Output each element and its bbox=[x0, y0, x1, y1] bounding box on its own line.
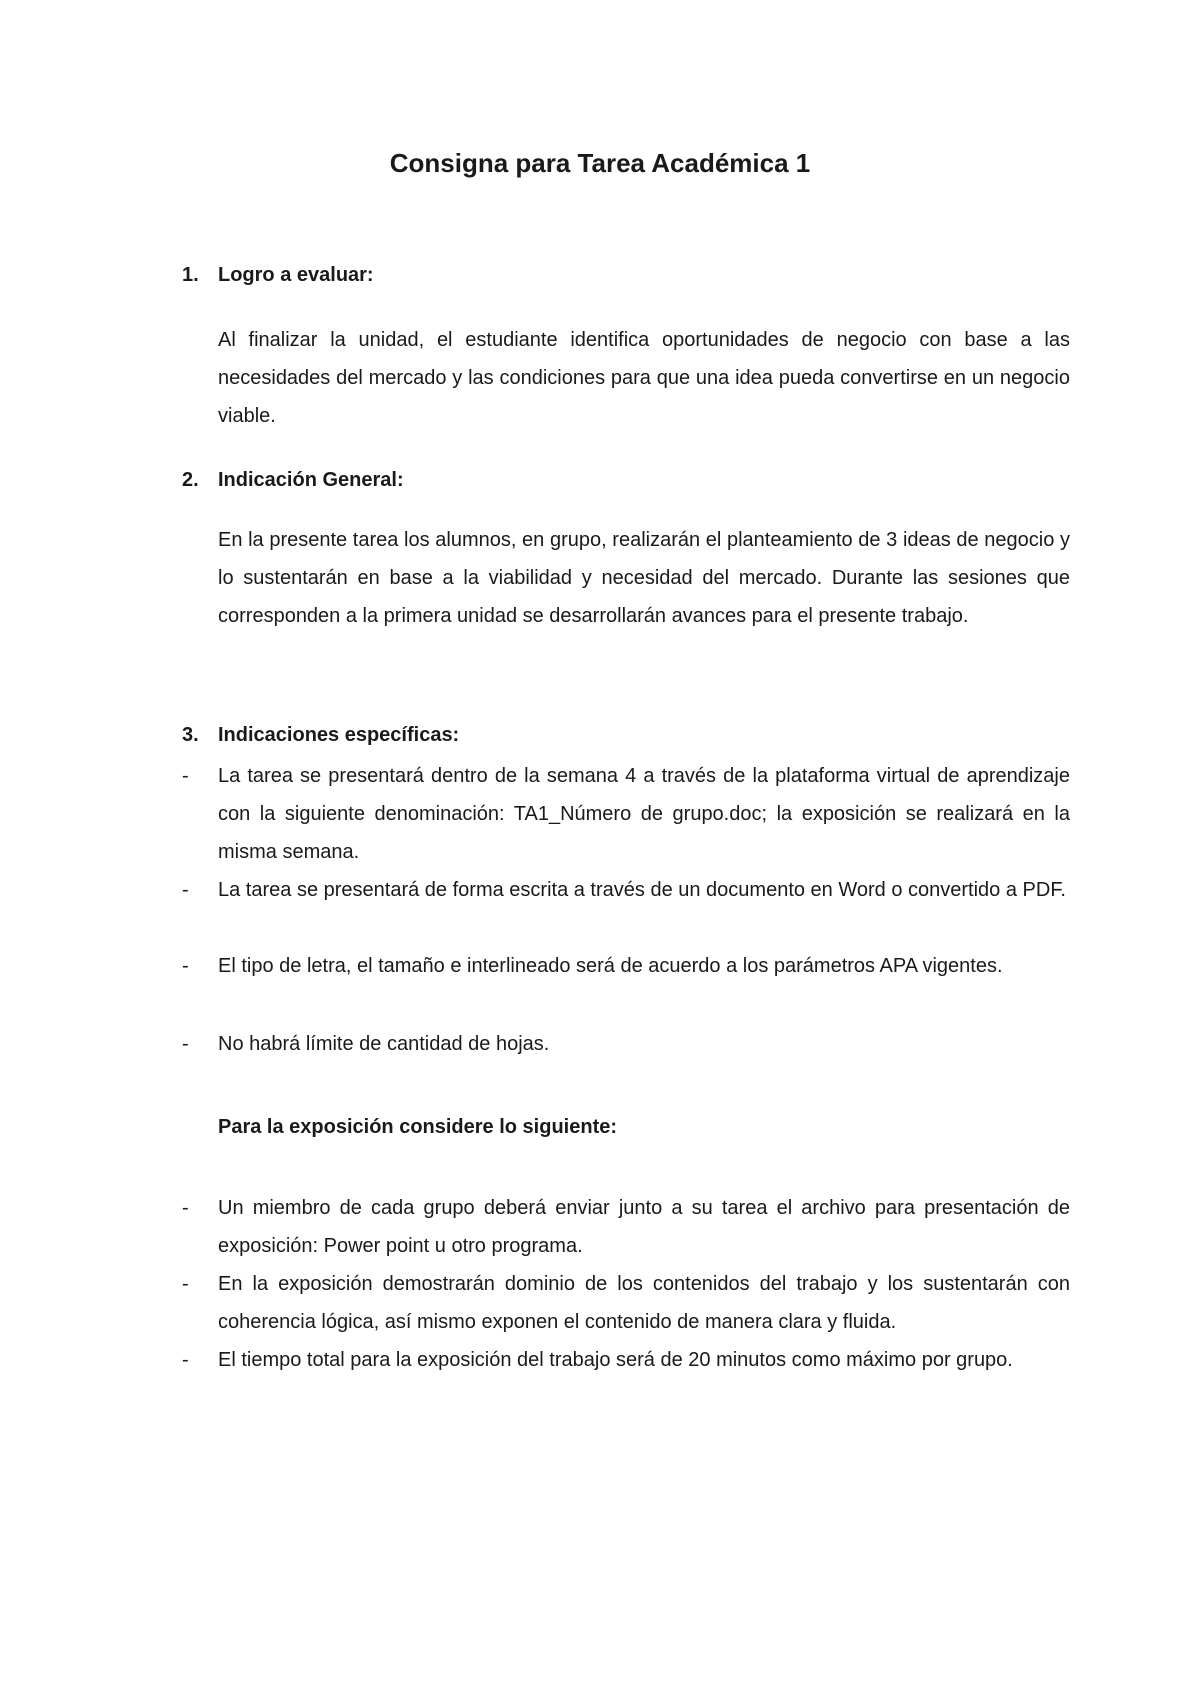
list-item bbox=[182, 757, 1070, 871]
list-item-text: El tipo de letra, el tamaño e interlineado será de acuerdo a los parámetros APA vigentes. bbox=[218, 955, 1003, 977]
section-1-title: Logro a evaluar: bbox=[218, 264, 374, 286]
list-dash: - bbox=[182, 765, 189, 787]
list-item bbox=[182, 1025, 1070, 1063]
list-item bbox=[182, 1189, 1070, 1265]
list-item-text: En la exposición demostrarán dominio de los contenidos del trabajo y los sustentarán con coherencia lógica, así mismo exponen el contenido de manera clara y fluida. bbox=[218, 1273, 1070, 1333]
list-dash: - bbox=[182, 1273, 189, 1295]
section-1-heading bbox=[182, 260, 374, 290]
list-item bbox=[182, 1341, 1070, 1379]
list-item bbox=[182, 871, 1070, 909]
list-dash: - bbox=[182, 879, 189, 901]
exposition-heading: Para la exposición considere lo siguiente: bbox=[218, 1116, 618, 1138]
list-dash: - bbox=[182, 1033, 189, 1055]
document-title: Consigna para Tarea Académica 1 bbox=[389, 148, 811, 178]
list-item-text: La tarea se presentará dentro de la semana 4 a través de la plataforma virtual de aprendizaje con la siguiente denominación: TA1_Número de grupo.doc; la exposición se realizará en la misma semana. bbox=[218, 765, 1070, 863]
section-1-number: 1. bbox=[182, 264, 199, 286]
section-2-heading bbox=[182, 465, 404, 495]
list-item-text: La tarea se presentará de forma escrita a través de un documento en Word o convertido a PDF. bbox=[218, 879, 1066, 901]
list-item bbox=[182, 1265, 1070, 1341]
section-1-paragraph: Al finalizar la unidad, el estudiante identifica oportunidades de negocio con base a las necesidades del mercado y las condiciones para que una idea pueda convertirse en un negocio viable. bbox=[218, 329, 1070, 427]
section-3-title: Indicaciones específicas: bbox=[218, 724, 460, 746]
section-2-paragraph: En la presente tarea los alumnos, en grupo, realizarán el planteamiento de 3 ideas de negocio y lo sustentarán en base a la viabilidad y necesidad del mercado. Durante las sesiones que corresponden a la primera unidad se desarrollarán avances para el presente trabajo. bbox=[218, 529, 1070, 627]
section-2-number: 2. bbox=[182, 469, 199, 491]
section-3-heading bbox=[182, 720, 459, 750]
list-item bbox=[182, 947, 1070, 985]
list-dash: - bbox=[182, 1197, 189, 1219]
list-dash: - bbox=[182, 1349, 189, 1371]
section-3-number: 3. bbox=[182, 724, 199, 746]
list-item-text: El tiempo total para la exposición del trabajo será de 20 minutos como máximo por grupo. bbox=[218, 1349, 1013, 1371]
list-item-text: Un miembro de cada grupo deberá enviar junto a su tarea el archivo para presentación de exposición: Power point u otro programa. bbox=[218, 1197, 1070, 1257]
section-2-title: Indicación General: bbox=[218, 469, 404, 491]
list-item-text: No habrá límite de cantidad de hojas. bbox=[218, 1033, 550, 1055]
list-dash: - bbox=[182, 955, 189, 977]
